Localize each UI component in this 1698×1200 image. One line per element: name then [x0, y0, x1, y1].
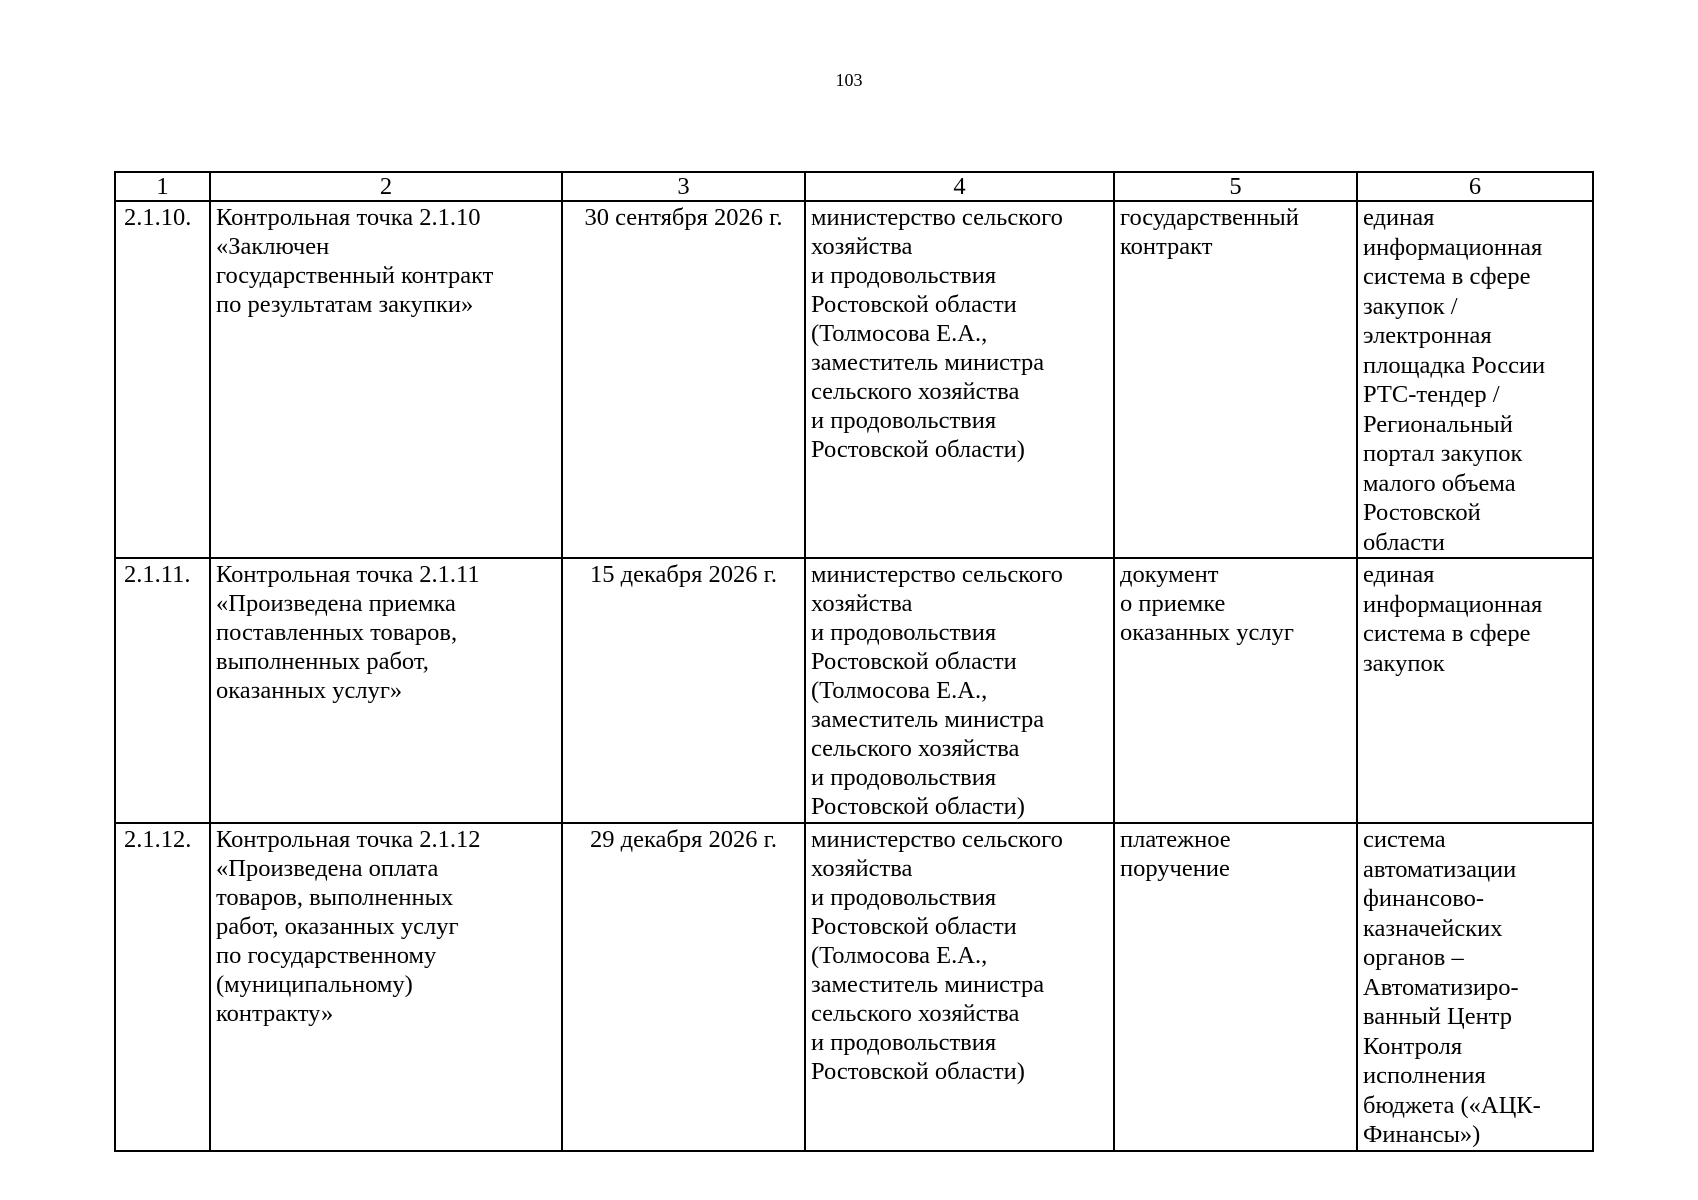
table-row: [115, 823, 1593, 1151]
information-system-cell: единая информационная система в сфере закупок / электронная площадка России РТС-тендер / Региональный портал закупок малого объема Ростовской области: [1357, 201, 1593, 558]
control-points-table: [114, 171, 1594, 1152]
column-header-6: 6: [1357, 172, 1593, 201]
responsible-executor-cell: министерство сельского хозяйства и продовольствия Ростовской области (Толмосова Е.А., заместитель министра сельского хозяйства и продовольствия Ростовской области): [805, 558, 1114, 823]
deadline-date-cell: 30 сентября 2026 г.: [562, 201, 805, 558]
confirming-document-cell: платежное поручение: [1114, 823, 1357, 1151]
column-header-1: 1: [115, 172, 210, 201]
table-row: [115, 201, 1593, 558]
control-point-name-cell: Контрольная точка 2.1.10 «Заключен государственный контракт по результатам закупки»: [210, 201, 562, 558]
confirming-document-cell: государственный контракт: [1114, 201, 1357, 558]
deadline-date-cell: 29 декабря 2026 г.: [562, 823, 805, 1151]
control-point-name-cell: Контрольная точка 2.1.12 «Произведена оплата товаров, выполненных работ, оказанных услуг по государственному (муниципальному) контракту»: [210, 823, 562, 1151]
row-number-cell: 2.1.10.: [115, 201, 210, 558]
confirming-document-cell: документ о приемке оказанных услуг: [1114, 558, 1357, 823]
deadline-date-cell: 15 декабря 2026 г.: [562, 558, 805, 823]
page-number: 103: [835, 70, 863, 90]
column-header-5: 5: [1114, 172, 1357, 201]
column-header-3: 3: [562, 172, 805, 201]
row-number-cell: 2.1.12.: [115, 823, 210, 1151]
column-header-4: 4: [805, 172, 1114, 201]
table-row: [115, 558, 1593, 823]
control-point-name-cell: Контрольная точка 2.1.11 «Произведена приемка поставленных товаров, выполненных работ, оказанных услуг»: [210, 558, 562, 823]
responsible-executor-cell: министерство сельского хозяйства и продовольствия Ростовской области (Толмосова Е.А., заместитель министра сельского хозяйства и продовольствия Ростовской области): [805, 201, 1114, 558]
row-number-cell: 2.1.11.: [115, 558, 210, 823]
information-system-cell: система автоматизации финансово- казначейских органов – Автоматизиро- ванный Центр Контроля исполнения бюджета («АЦК- Финансы»): [1357, 823, 1593, 1151]
table-header-row: [115, 172, 1593, 201]
responsible-executor-cell: министерство сельского хозяйства и продовольствия Ростовской области (Толмосова Е.А., заместитель министра сельского хозяйства и продовольствия Ростовской области): [805, 823, 1114, 1151]
information-system-cell: единая информационная система в сфере закупок: [1357, 558, 1593, 823]
column-header-2: 2: [210, 172, 562, 201]
